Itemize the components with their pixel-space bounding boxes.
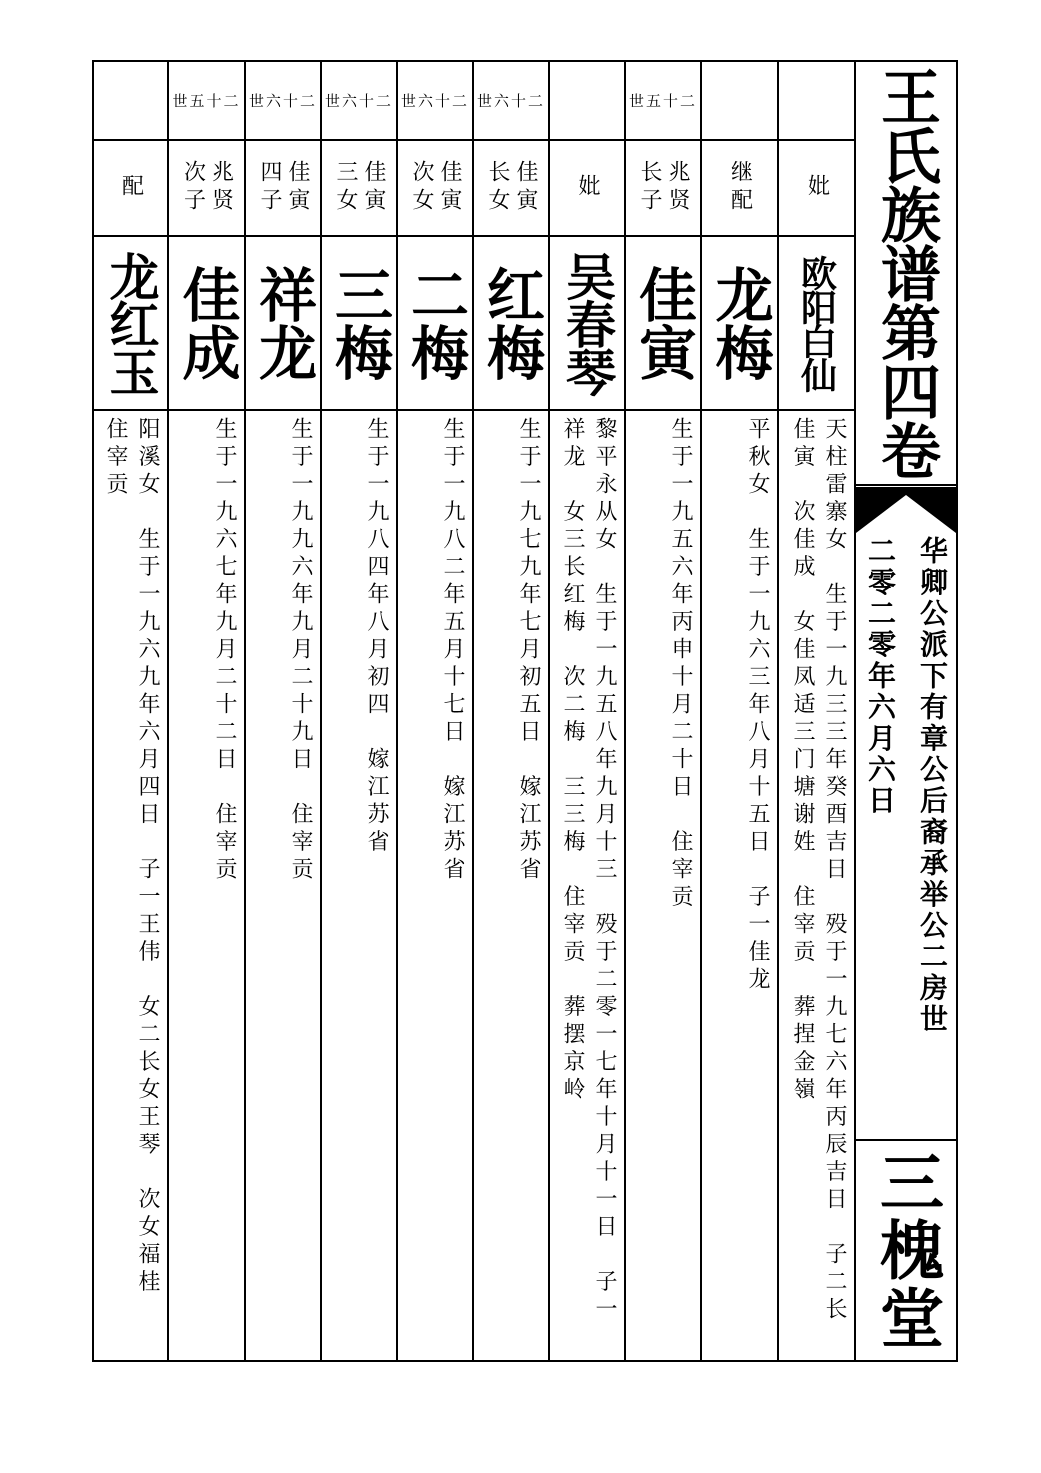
person-name: 欧阳白仙: [795, 255, 838, 391]
lineage-text: 华卿公派下有章公后裔承举公二房世: [916, 536, 949, 1036]
relation-text: [726, 160, 754, 216]
details-line: 生于一九六七年九月二十二日 住宰贡: [212, 417, 237, 885]
details-line: 生于一九五六年丙申十月二十日 住宰贡: [668, 417, 693, 912]
relation-line: 次女: [409, 160, 434, 216]
details-cell: [556, 417, 620, 1357]
generation-label: 世六十二: [248, 92, 317, 110]
relation-cell: [626, 141, 700, 235]
fishtail-mark: [856, 487, 956, 533]
relation-text: [573, 174, 601, 202]
generation-label: 世六十二: [324, 92, 393, 110]
relation-line: 佳寅: [437, 160, 462, 216]
details-cell: [436, 417, 468, 1357]
relation-cell: [702, 141, 777, 235]
details-cell: [664, 417, 696, 1357]
relation-line: 佳寅: [285, 160, 310, 216]
relation-text: [635, 160, 691, 216]
details-line: 生于一九七九年七月初五日 嫁江苏省: [516, 417, 541, 885]
relation-line: 次子: [180, 160, 206, 216]
details-cell: [99, 417, 163, 1357]
entry-column: [702, 62, 777, 1360]
name-cell: [246, 237, 320, 409]
relation-cell: [779, 141, 854, 235]
generation-label: 世六十二: [400, 92, 469, 110]
relation-line: 佳寅: [513, 160, 538, 216]
person-name: 佳成: [172, 265, 241, 381]
name-cell: [169, 237, 244, 409]
name-cell: [474, 237, 548, 409]
name-cell: [398, 237, 472, 409]
details-line: 生于一九九六年九月二十九日 住宰贡: [288, 417, 313, 885]
details-line: 黎平永从女 生于一九五八年九月十三 殁于二零一七年十月十一日 子一: [592, 417, 617, 1325]
generation-cell: [398, 62, 472, 139]
relation-line: 妣: [575, 174, 600, 202]
relation-text: [483, 160, 539, 216]
details-cell: [208, 417, 240, 1357]
details-cell: [512, 417, 544, 1357]
name-cell: [626, 237, 700, 409]
generation-cell: [702, 62, 777, 139]
generation-cell: [246, 62, 320, 139]
relation-cell: [246, 141, 320, 235]
hall-name: 三槐堂: [869, 1148, 944, 1353]
name-cell: [550, 237, 624, 409]
relation-text: [803, 174, 831, 202]
generation-cell: [94, 62, 167, 139]
generation-label: 世五十二: [628, 92, 697, 110]
name-cell: [322, 237, 396, 409]
person-name: 佳寅: [629, 265, 697, 381]
compile-date: 二零二零年六月六日: [864, 536, 897, 817]
name-cell: [702, 237, 777, 409]
relation-text: [255, 160, 311, 216]
details-cell: [284, 417, 316, 1357]
details-line: 祥龙 女三长红梅 次二梅 三三梅 住宰贡 葬摆京岭: [560, 417, 585, 1105]
details-line: 平秋女 生于一九六三年八月十五日 子一佳龙: [745, 417, 770, 995]
generation-cell: [322, 62, 396, 139]
generation-cell: [550, 62, 624, 139]
details-line: 佳寅 次佳成 女佳凤适三门塘谢姓 住宰贡 葬捏金嶺: [790, 417, 815, 1105]
generation-cell: [626, 62, 700, 139]
entry-column: [626, 62, 700, 1360]
person-name: 吴春琴: [558, 251, 617, 395]
generation-cell: [474, 62, 548, 139]
generation-cell: [779, 62, 854, 139]
entry-column: [94, 62, 167, 1360]
relation-line: 三女: [333, 160, 358, 216]
relation-line: 兆贤: [665, 160, 690, 216]
entry-column: [398, 62, 472, 1360]
relation-line: 佳寅: [361, 160, 386, 216]
volume-title: 王氏族谱第四卷: [871, 66, 941, 479]
relation-text: [331, 160, 387, 216]
entry-column: [779, 62, 854, 1360]
name-cell: [779, 237, 854, 409]
entry-column: [169, 62, 244, 1360]
generation-label: 世五十二: [172, 92, 241, 110]
relation-cell: [550, 141, 624, 235]
hall-name-box: [856, 1141, 956, 1360]
generation-label: 世六十二: [476, 92, 545, 110]
relation-line: 四子: [257, 160, 282, 216]
relation-text: [407, 160, 463, 216]
relation-text: [117, 174, 145, 202]
relation-line: 配: [118, 174, 144, 202]
relation-line: 长女: [485, 160, 510, 216]
details-cell: [360, 417, 392, 1357]
relation-cell: [94, 141, 167, 235]
relation-cell: [322, 141, 396, 235]
relation-text: [179, 160, 235, 216]
details-line: 住宰贡: [103, 417, 128, 500]
relation-line: 长子: [637, 160, 662, 216]
person-name: 三梅: [325, 265, 393, 381]
title-divider: [856, 484, 956, 486]
details-line: 生于一九八四年八月初四 嫁江苏省: [364, 417, 389, 857]
name-cell: [94, 237, 167, 409]
details-line: 天柱雷寨女 生于一九三三年癸酉吉日 殁于一九七六年丙辰吉日 子二长: [822, 417, 847, 1325]
person-name: 龙红玉: [101, 251, 161, 395]
relation-cell: [474, 141, 548, 235]
entry-column: [246, 62, 320, 1360]
relation-cell: [169, 141, 244, 235]
generation-cell: [169, 62, 244, 139]
entry-column: [474, 62, 548, 1360]
relation-line: 兆贤: [208, 160, 234, 216]
person-name: 二梅: [401, 265, 469, 381]
relation-line: 妣: [804, 174, 830, 202]
relation-line: 继配: [727, 160, 753, 216]
entry-column: [550, 62, 624, 1360]
relation-cell: [398, 141, 472, 235]
details-cell: [786, 417, 850, 1357]
volume-title-box: [856, 62, 956, 484]
details-cell: [741, 417, 773, 1357]
person-name: 祥龙: [249, 265, 317, 381]
person-name: 红梅: [477, 265, 545, 381]
details-line: 阳溪女 生于一九六九年六月四日 子一王伟 女二长女王琴 次女福桂: [135, 417, 160, 1297]
entry-column: [322, 62, 396, 1360]
details-line: 生于一九八二年五月十七日 嫁江苏省: [440, 417, 465, 885]
person-name: 龙梅: [705, 265, 774, 381]
